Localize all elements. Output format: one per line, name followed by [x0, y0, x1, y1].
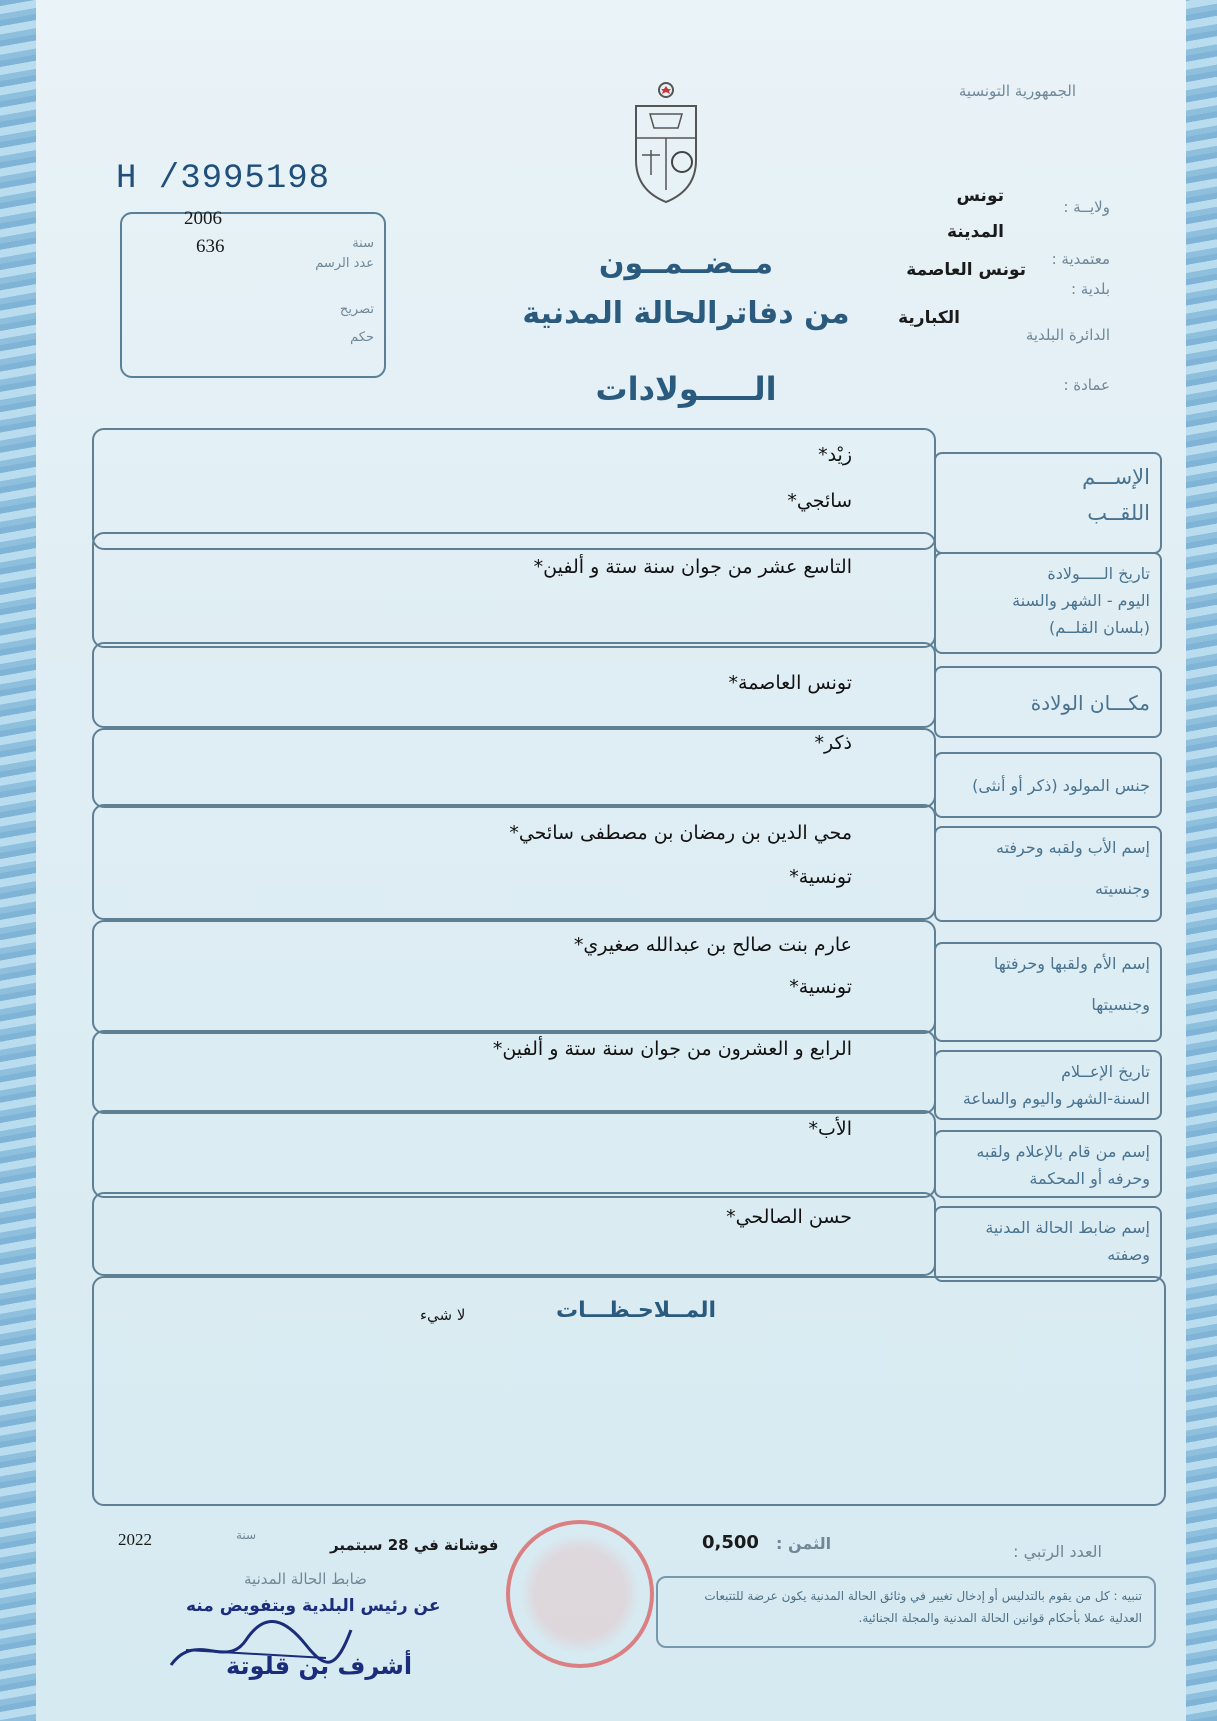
mother-value: عارم بنت صالح بن عبدالله صغيري*: [573, 934, 852, 956]
officer-value: حسن الصالحي*: [726, 1206, 852, 1228]
row-name-label-box: [934, 452, 1162, 554]
row-father-label-box: [934, 826, 1162, 922]
tunisia-coat-of-arms-icon: [630, 80, 702, 206]
birth-certificate-sheet: [36, 0, 1186, 1721]
officer-label: إسم ضابط الحالة المدنية: [985, 1218, 1150, 1237]
officer-title-line2: عن رئيس البلدية وبتفويض منه: [186, 1596, 441, 1616]
moutamadiya-value: المدينة: [946, 222, 1004, 242]
officer-title-line1: ضابط الحالة المدنية: [244, 1570, 367, 1588]
document-title-line1: مــضــمــون: [598, 246, 774, 281]
mother-label: إسم الأم ولقبها وحرفتها: [993, 954, 1150, 973]
moutamadiya-label: معتمدية :: [1051, 250, 1110, 268]
father-nationality-value: تونسية*: [789, 866, 852, 888]
declaration-label: تصريح: [339, 302, 374, 317]
father-value: محي الدين بن رمضان بن مصطفى سائحي*: [509, 822, 852, 844]
number-label: عدد الرسم: [315, 256, 374, 271]
sex-label: جنس المولود (ذكر أو أنثى): [972, 776, 1150, 795]
wilaya-label: ولايــة :: [1063, 198, 1110, 216]
legal-notice: تنبيه : كل من يقوم بالتدليس أو إدخال تغيير في وثائق الحالة المدنية يكون عرضة للتتبعات العدلية عملا بأحكام قوانين الحالة المدنية والمجلة الجنائية.: [656, 1576, 1156, 1648]
baladiya-value: تونس العاصمة: [906, 260, 1026, 280]
declarant-value: الأب*: [808, 1118, 852, 1140]
father-label: إسم الأب ولقبه وحرفته: [996, 838, 1150, 857]
declarant-label: إسم من قام بالإعلام ولقبه: [976, 1142, 1150, 1161]
remarks-value: لا شيء: [420, 1306, 466, 1324]
price-value: 0,500: [702, 1532, 759, 1553]
footer-year-value: 2022: [118, 1530, 152, 1549]
row-sex-value-box: [92, 728, 936, 808]
officer-sub-label: وصفته: [1107, 1245, 1150, 1265]
row-birthdate-label-box: [934, 552, 1162, 654]
birthplace-label: مكـــان الولادة: [1030, 691, 1150, 715]
birthplace-value: تونس العاصمة*: [728, 672, 852, 694]
row-mother-label-box: [934, 942, 1162, 1042]
official-stamp: [506, 1520, 654, 1668]
father-nationality-label: وجنسيته: [1095, 879, 1150, 899]
name-value: زيْد*: [818, 444, 852, 466]
republic-title: الجمهورية التونسية: [958, 82, 1076, 100]
declaration-date-value: الرابع و العشرون من جوان سنة ستة و ألفين*: [492, 1038, 852, 1060]
row-sex-label-box: [934, 752, 1162, 818]
birthdate-label: تاريخ الـــــولادة: [1047, 564, 1150, 583]
daira-value: الكبارية: [898, 308, 960, 328]
daira-label: الدائرة البلدية: [1025, 326, 1110, 344]
row-officer-label-box: [934, 1206, 1162, 1282]
row-birthplace-label-box: [934, 666, 1162, 738]
row-declaration-date-label-box: [934, 1050, 1162, 1120]
section-title-births: الـــــولادات: [595, 370, 777, 408]
judgment-label: حكم: [350, 330, 374, 345]
document-title-line2: من دفاترالحالة المدنية: [522, 296, 850, 331]
wilaya-value: تونس: [956, 186, 1004, 206]
year-value: 2006: [184, 208, 222, 229]
row-birthdate-value-box: [92, 532, 936, 648]
place-date: فوشانة في 28 سبتمبر: [330, 1536, 499, 1554]
declarant-sub-label: وحرفه أو المحكمة: [1029, 1169, 1150, 1189]
declaration-date-label: تاريخ الإعــلام: [1061, 1062, 1150, 1081]
registration-box: [120, 208, 386, 378]
surname-value: سائجي*: [787, 490, 852, 512]
declaration-date-sub-label: السنة-الشهر واليوم والساعة: [962, 1089, 1150, 1109]
officer-signature-icon: [166, 1610, 356, 1680]
footer-year-label: سنة: [236, 1528, 257, 1542]
serial-number: H /3995198: [116, 160, 331, 198]
baladiya-label: بلدية :: [1070, 280, 1110, 298]
number-value: 636: [196, 236, 225, 257]
birthdate-note-label: (بلسان القلــم): [1049, 618, 1150, 638]
birthdate-sub-label: اليوم - الشهر والسنة: [1012, 591, 1150, 611]
price-label: الثمن :: [776, 1534, 832, 1553]
mother-nationality-label: وجنسيتها: [1091, 995, 1150, 1015]
name-label: الإســـم: [1082, 465, 1150, 489]
imada-label: عمادة :: [1063, 376, 1110, 394]
year-label: سنة: [352, 236, 374, 251]
remarks-title: المــلاحـظـــات: [556, 1298, 717, 1323]
officer-name: أشرف بن قلوتة: [226, 1652, 413, 1680]
birthdate-value: التاسع عشر من جوان سنة ستة و ألفين*: [533, 556, 852, 578]
surname-label: اللقــب: [1087, 500, 1150, 525]
official-number-label: العدد الرتبي :: [1013, 1542, 1102, 1561]
sex-value: ذكر*: [814, 732, 852, 754]
row-declarant-label-box: [934, 1130, 1162, 1198]
row-officer-value-box: [92, 1192, 936, 1276]
mother-nationality-value: تونسية*: [789, 976, 852, 998]
